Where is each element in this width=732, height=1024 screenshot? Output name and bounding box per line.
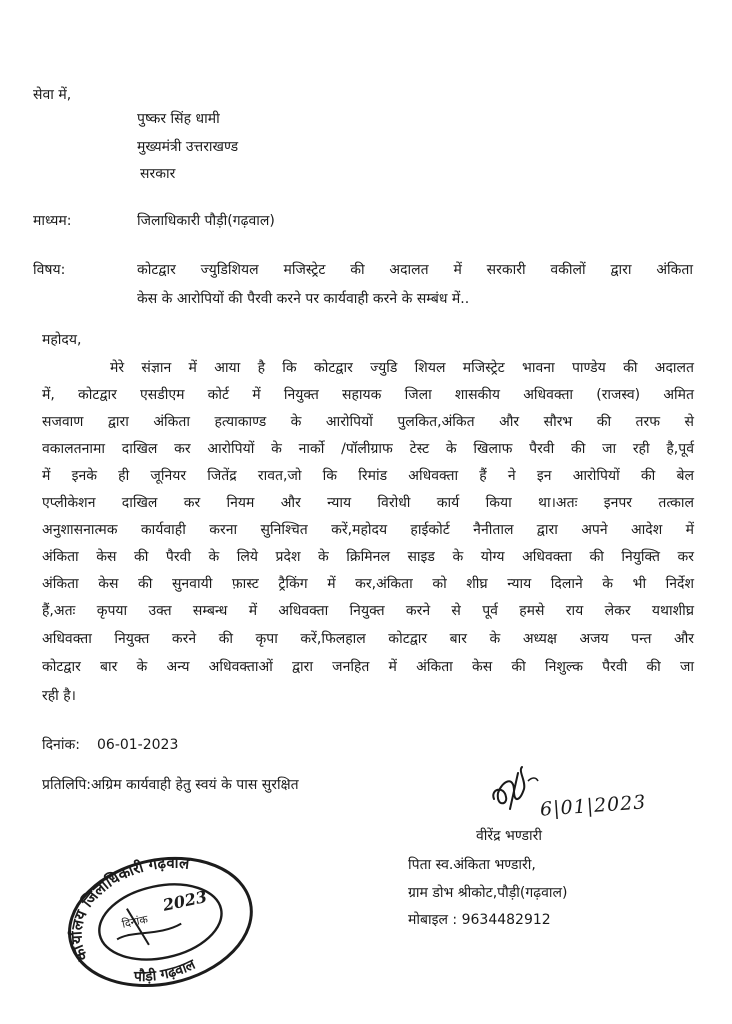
copy-note: प्रतिलिपि:अग्रिम कार्यवाही हेतु स्वयं के पास सुरक्षित bbox=[42, 777, 299, 793]
date-label: दिनांक: bbox=[42, 737, 80, 753]
body-line: मेरे संज्ञान में आया है कि कोटद्वार ज्युडि शियल मजिस्ट्रेट भावना पाण्डेय की अदालत bbox=[110, 360, 694, 376]
mobile-label: मोबाइल : bbox=[408, 912, 458, 928]
body-line: अधिवक्ता नियुक्त करने की कृपा करें,फिलहाल कोटद्वार बार के अध्यक्ष अजय पन्त और bbox=[42, 631, 694, 647]
stamp-date-label: दिनांक bbox=[120, 912, 149, 931]
signature-mark bbox=[488, 763, 548, 818]
recipient-designation: मुख्यमंत्री उत्तराखण्ड bbox=[137, 139, 239, 155]
subject-label: विषय: bbox=[33, 262, 66, 278]
recipient-name: पुष्कर सिंह धामी bbox=[137, 111, 220, 127]
via-label: माध्यम: bbox=[33, 213, 72, 229]
body-line: रही है। bbox=[42, 688, 76, 704]
body-line: अनुशासनात्मक कार्यवाही करना सुनिश्चित करें,महोदय हाईकोर्ट नैनीताल द्वारा अपने आदेश में bbox=[42, 522, 694, 538]
body-line: एप्लीकेशन दाखिल कर नियम और न्याय विरोधी कार्य किया था।अतः इनपर तत्काल bbox=[42, 495, 694, 511]
greeting: महोदय, bbox=[42, 332, 82, 348]
body-line: वकालतनामा दाखिल कर आरोपियों के नार्को /पॉलीग्राफ टेस्ट के खिलाफ पैरवी की जा रही है,पूर्व bbox=[42, 441, 694, 457]
subject-line: केस के आरोपियों की पैरवी करने पर कार्यवाही करने के सम्बंध में.. bbox=[137, 291, 470, 307]
date-value: 06-01-2023 bbox=[97, 737, 179, 753]
body-line: अंकिता केस की पैरवी के लिये प्रदेश के क्रिमिनल साइड के योग्य अधिवक्ता की नियुक्ति कर bbox=[42, 549, 694, 565]
office-stamp bbox=[60, 850, 260, 990]
mobile-number: 9634482912 bbox=[461, 912, 551, 928]
sender-address: ग्राम डोभ श्रीकोट,पौड़ी(गढ़वाल) bbox=[408, 885, 568, 901]
stamp-text-bottom: पौड़ी गढ़वाल bbox=[133, 956, 198, 986]
stamp-year: 2023 bbox=[161, 886, 209, 915]
body-line: में इनके ही जूनियर जितेंद्र रावत,जो कि रिमांड अधिवक्ता हैं ने इन आरोपियों की बेल bbox=[42, 468, 694, 484]
body-line: अंकिता केस की सुनवायी फ़ास्ट ट्रैकिंग में कर,अंकिता को शीघ्र न्याय दिलाने के भी निर्देश bbox=[42, 576, 694, 592]
salutation-to: सेवा में, bbox=[33, 87, 72, 103]
body-line: सजवाण द्वारा अंकिता हत्याकाण्ड के आरोपियों पुलकित,अंकित और सौरभ की तरफ से bbox=[42, 414, 694, 430]
sender-relation: पिता स्व.अंकिता भण्डारी, bbox=[408, 857, 536, 873]
body-line: में, कोटद्वार एसडीएम कोर्ट में नियुक्त सहायक जिला शासकीय अधिवक्ता (राजस्व) अमित bbox=[42, 387, 694, 403]
via-value: जिलाधिकारी पौड़ी(गढ़वाल) bbox=[137, 213, 275, 229]
stamp-text-top: कार्यालय जिलाधिकारी गढ़वाल bbox=[67, 853, 191, 964]
recipient-government: सरकार bbox=[140, 166, 176, 182]
subject-line: कोटद्वार ज्युडिशियल मजिस्ट्रेट की अदालत में सरकारी वकीलों द्वारा अंकिता bbox=[137, 262, 693, 278]
sender-name: वीरेंद्र भण्डारी bbox=[476, 828, 542, 844]
handwritten-date: 6|01|2023 bbox=[539, 791, 648, 821]
sender-mobile bbox=[408, 910, 551, 929]
body-line: हैं,अतः कृपया उक्त सम्बन्ध में अधिवक्ता नियुक्त करने से पूर्व हमसे राय लेकर यथाशीघ्र bbox=[42, 603, 694, 619]
body-line: कोटद्वार बार के अन्य अधिवक्ताओं द्वारा जनहित में अंकिता केस की निशुल्क पैरवी की जा bbox=[42, 659, 694, 675]
